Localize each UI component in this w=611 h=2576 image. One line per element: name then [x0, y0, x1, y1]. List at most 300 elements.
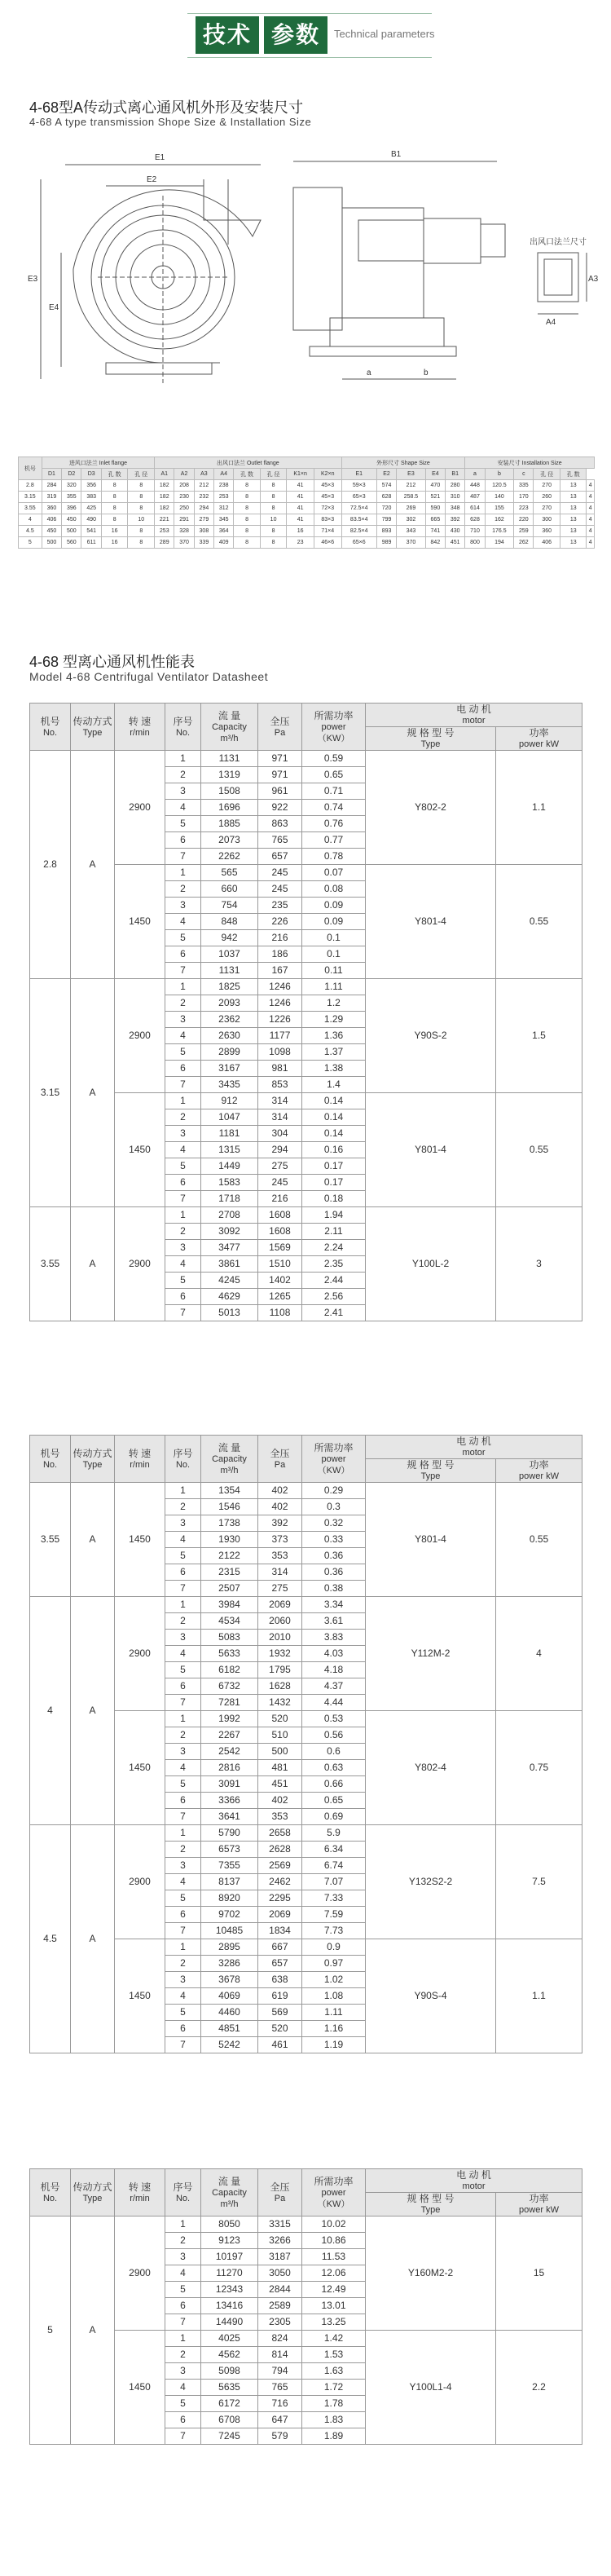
dim-table-cell: 2.8	[19, 480, 42, 492]
capacity-cell: 2895	[201, 1939, 258, 1956]
dim-label-e2: E2	[147, 175, 157, 184]
power-cell: 10.02	[302, 2217, 366, 2233]
dim-table-row	[19, 503, 595, 514]
machine-no-cell: 3.55	[30, 1483, 71, 1597]
head-pressure	[258, 704, 302, 751]
dim-table-cell: 356	[81, 480, 101, 492]
capacity-cell: 7281	[201, 1695, 258, 1711]
speed-cell: 1450	[115, 1711, 165, 1825]
head-speed-en: r/min	[130, 727, 150, 738]
head-motor-type-cn: 规 格 型 号	[407, 1459, 455, 1471]
dim-table-cell: 253	[214, 492, 234, 503]
power-cell: 0.66	[302, 1776, 366, 1793]
power-cell: 0.14	[302, 1109, 366, 1126]
seq-cell: 7	[165, 963, 201, 979]
seq-cell: 2	[165, 1727, 201, 1744]
pressure-cell: 314	[258, 1564, 302, 1581]
speed-cell: 2900	[115, 751, 165, 865]
head-power-unit: （KW）	[317, 2199, 350, 2209]
pressure-cell: 1432	[258, 1695, 302, 1711]
head-power-cn: 所需功率	[314, 1441, 354, 1453]
capacity-cell: 1696	[201, 800, 258, 816]
flange-note: 出风口法兰尺寸	[530, 238, 587, 247]
power-cell: 0.18	[302, 1191, 366, 1207]
seq-cell: 4	[165, 1532, 201, 1548]
speed-cell: 2900	[115, 1597, 165, 1711]
power-cell: 1.72	[302, 2380, 366, 2396]
power-cell: 1.19	[302, 2037, 366, 2053]
seq-cell: 5	[165, 930, 201, 946]
pressure-cell: 1177	[258, 1028, 302, 1044]
dim-subhead-cell: E4	[425, 469, 445, 480]
capacity-cell: 2630	[201, 1028, 258, 1044]
dim-subhead-cell: b	[485, 469, 514, 480]
power-cell: 0.71	[302, 783, 366, 800]
seq-cell: 3	[165, 1744, 201, 1760]
pressure-cell: 1246	[258, 995, 302, 1012]
performance-table	[29, 2168, 582, 2445]
pressure-cell: 765	[258, 2380, 302, 2396]
head-power	[302, 2169, 366, 2217]
power-cell: 0.33	[302, 1532, 366, 1548]
pressure-cell: 765	[258, 832, 302, 849]
power-cell: 0.14	[302, 1126, 366, 1142]
pressure-cell: 1402	[258, 1273, 302, 1289]
dim-table-cell: 799	[376, 514, 396, 526]
seq-cell: 5	[165, 1548, 201, 1564]
dim-table-cell: 842	[425, 537, 445, 549]
seq-cell: 4	[165, 1028, 201, 1044]
dim-table-cell: 10	[128, 514, 155, 526]
dim-table-cell: 176.5	[485, 526, 514, 537]
power-cell: 1.83	[302, 2412, 366, 2428]
motor-type-cell: Y801-4	[366, 1483, 496, 1597]
head-power-en: power	[321, 2187, 346, 2198]
dim-subhead-cell: K2×n	[314, 469, 341, 480]
head-motor-power-cn: 功率	[529, 1459, 549, 1471]
drive-type-cell: A	[71, 1483, 115, 1597]
pressure-cell: 226	[258, 914, 302, 930]
seq-cell: 3	[165, 2249, 201, 2265]
dim-subhead-cell: 孔 径	[128, 469, 155, 480]
capacity-cell: 4025	[201, 2331, 258, 2347]
perf-row	[30, 1825, 582, 1842]
pressure-cell: 2628	[258, 1842, 302, 1858]
dim-table-cell: 155	[485, 503, 514, 514]
seq-cell: 4	[165, 2380, 201, 2396]
pressure-cell: 353	[258, 1548, 302, 1564]
head-pressure-cn: 全压	[270, 715, 290, 727]
dim-label-a: a	[367, 368, 371, 377]
power-cell: 1.02	[302, 1972, 366, 1988]
pressure-cell: 1226	[258, 1012, 302, 1028]
motor-power-cell: 4	[496, 1597, 582, 1711]
head-speed-en: r/min	[130, 2193, 150, 2203]
power-cell: 4.37	[302, 1678, 366, 1695]
seq-cell: 4	[165, 1256, 201, 1273]
dim-table-cell: 300	[534, 514, 560, 526]
seq-cell: 7	[165, 1581, 201, 1597]
dim-table-cell: 83.5×4	[341, 514, 376, 526]
heading-perf-en: Model 4-68 Centrifugal Ventilator Datasheet	[29, 670, 269, 683]
power-cell: 0.56	[302, 1727, 366, 1744]
capacity-cell: 4629	[201, 1289, 258, 1305]
motor-power-cell: 7.5	[496, 1825, 582, 1939]
capacity-cell: 942	[201, 930, 258, 946]
power-cell: 1.11	[302, 2005, 366, 2021]
head-capacity-en: Capacity	[212, 1453, 247, 1464]
pressure-cell: 3315	[258, 2217, 302, 2233]
perf-row	[30, 979, 582, 995]
seq-cell: 1	[165, 979, 201, 995]
power-cell: 11.53	[302, 2249, 366, 2265]
pressure-cell: 216	[258, 1191, 302, 1207]
capacity-cell: 7355	[201, 1858, 258, 1874]
capacity-cell: 5098	[201, 2363, 258, 2380]
dim-table-cell: 8	[128, 492, 155, 503]
capacity-cell: 3861	[201, 1256, 258, 1273]
dim-head-shape: 外形尺寸 Shape Size	[341, 457, 465, 469]
dim-table-cell: 41	[287, 503, 314, 514]
dim-table-cell: 13	[560, 503, 586, 514]
seq-cell: 3	[165, 1630, 201, 1646]
head-capacity-en: Capacity	[212, 721, 247, 732]
motor-power-cell: 3	[496, 1207, 582, 1321]
dim-subhead-cell: K1×n	[287, 469, 314, 480]
perf-row	[30, 751, 582, 767]
pressure-cell: 1834	[258, 1923, 302, 1939]
pressure-cell: 500	[258, 1744, 302, 1760]
pressure-cell: 1569	[258, 1240, 302, 1256]
dim-table-cell: 4	[19, 514, 42, 526]
dim-table-cell: 3.55	[19, 503, 42, 514]
dim-table-cell: 4	[587, 503, 595, 514]
dim-table-cell: 294	[194, 503, 213, 514]
power-cell: 1.08	[302, 1988, 366, 2005]
head-machine-no-cn: 机号	[40, 1447, 60, 1459]
dim-table-cell: 8	[260, 537, 286, 549]
dim-label-e3: E3	[28, 275, 38, 284]
dim-subhead-cell: A1	[155, 469, 174, 480]
seq-cell: 2	[165, 1499, 201, 1515]
capacity-cell: 3678	[201, 1972, 258, 1988]
dim-table-cell: 260	[534, 492, 560, 503]
dim-table-cell: 800	[465, 537, 485, 549]
capacity-cell: 2262	[201, 849, 258, 865]
pressure-cell: 794	[258, 2363, 302, 2380]
motor-type-cell: Y90S-4	[366, 1939, 496, 2053]
pressure-cell: 510	[258, 1727, 302, 1744]
dim-table-cell: 258.5	[397, 492, 426, 503]
pressure-cell: 245	[258, 881, 302, 898]
dim-table-cell: 3.15	[19, 492, 42, 503]
head-capacity-en: Capacity	[212, 2187, 247, 2198]
capacity-cell: 11270	[201, 2265, 258, 2282]
seq-cell: 5	[165, 816, 201, 832]
dim-table-cell: 8	[101, 503, 128, 514]
seq-cell: 2	[165, 1956, 201, 1972]
power-cell: 1.11	[302, 979, 366, 995]
capacity-cell: 1825	[201, 979, 258, 995]
seq-cell: 7	[165, 849, 201, 865]
head-speed	[115, 1436, 165, 1483]
head-seq	[165, 2169, 201, 2217]
power-cell: 1.89	[302, 2428, 366, 2445]
pressure-cell: 245	[258, 865, 302, 881]
dim-subhead-cell: D2	[62, 469, 81, 480]
dim-table-cell: 8	[260, 492, 286, 503]
heading-install-en: 4-68 A type transmission Shope Size & Installation Size	[29, 116, 312, 128]
dim-table-cell: 253	[155, 526, 174, 537]
head-capacity-unit: m³/h	[220, 733, 239, 743]
seq-cell: 1	[165, 1711, 201, 1727]
dim-table-cell: 279	[194, 514, 213, 526]
dim-table-cell: 383	[81, 492, 101, 503]
dim-table-cell: 65×3	[341, 492, 376, 503]
motor-type-cell: Y802-4	[366, 1711, 496, 1825]
dim-table-cell: 328	[174, 526, 194, 537]
dim-table-cell: 41	[287, 492, 314, 503]
dim-table-cell: 46×6	[314, 537, 341, 549]
pressure-cell: 647	[258, 2412, 302, 2428]
dim-table-cell: 490	[81, 514, 101, 526]
speed-cell: 1450	[115, 1093, 165, 1207]
head-seq-cn: 序号	[173, 2181, 193, 2193]
head-power-unit: （KW）	[317, 733, 350, 743]
dim-table-cell: 4.5	[19, 526, 42, 537]
capacity-cell: 4534	[201, 1613, 258, 1630]
head-motor-power	[496, 2193, 582, 2217]
banner-subtitle: Technical parameters	[334, 28, 435, 40]
capacity-cell: 4245	[201, 1273, 258, 1289]
dim-table-cell: 8	[128, 537, 155, 549]
pressure-cell: 186	[258, 946, 302, 963]
seq-cell: 6	[165, 1793, 201, 1809]
seq-cell: 6	[165, 832, 201, 849]
head-machine-no-en: No.	[42, 727, 58, 738]
power-cell: 0.29	[302, 1483, 366, 1499]
pressure-cell: 579	[258, 2428, 302, 2445]
head-drive-type	[71, 1436, 115, 1483]
capacity-cell: 3435	[201, 1077, 258, 1093]
dim-table-cell: 41	[287, 514, 314, 526]
pressure-cell: 216	[258, 930, 302, 946]
seq-cell: 4	[165, 1760, 201, 1776]
dim-table-cell: 8	[128, 526, 155, 537]
dim-table-cell: 280	[446, 480, 465, 492]
head-capacity-cn: 流 量	[218, 709, 241, 721]
heading-perf-cn: 4-68 型离心通风机性能表	[29, 654, 196, 670]
motor-type-cell: Y100L-2	[366, 1207, 496, 1321]
dim-table-cell: 16	[287, 526, 314, 537]
dim-subhead-cell: 孔 数	[234, 469, 260, 480]
power-cell: 0.97	[302, 1956, 366, 1972]
head-drive-type-en: Type	[82, 727, 103, 738]
head-drive-type	[71, 704, 115, 751]
head-power-en: power	[321, 721, 346, 732]
power-cell: 0.09	[302, 914, 366, 930]
capacity-cell: 12343	[201, 2282, 258, 2298]
dim-subhead-cell: A4	[214, 469, 234, 480]
pressure-cell: 3050	[258, 2265, 302, 2282]
banner-title-2: 参数	[264, 16, 327, 54]
dim-table-cell: 343	[397, 526, 426, 537]
seq-cell: 3	[165, 783, 201, 800]
perf-row	[30, 1483, 582, 1499]
seq-cell: 5	[165, 1044, 201, 1061]
power-cell: 1.16	[302, 2021, 366, 2037]
head-pressure-en: Pa	[274, 727, 286, 738]
capacity-cell: 3091	[201, 1776, 258, 1793]
motor-type-cell: Y160M2-2	[366, 2217, 496, 2331]
dim-table-cell: 8	[260, 480, 286, 492]
capacity-cell: 5790	[201, 1825, 258, 1842]
dim-table-cell: 574	[376, 480, 396, 492]
dim-table-cell: 8	[234, 492, 260, 503]
seq-cell: 3	[165, 1972, 201, 1988]
dim-table-cell: 140	[485, 492, 514, 503]
power-cell: 6.74	[302, 1858, 366, 1874]
power-cell: 0.6	[302, 1744, 366, 1760]
dim-table-cell: 8	[128, 503, 155, 514]
pressure-cell: 619	[258, 1988, 302, 2005]
dim-table-cell: 262	[514, 537, 534, 549]
seq-cell: 3	[165, 898, 201, 914]
dim-table-cell: 710	[465, 526, 485, 537]
head-motor-type-cn: 规 格 型 号	[407, 2193, 455, 2204]
speed-cell: 2900	[115, 1825, 165, 1939]
pressure-cell: 2295	[258, 1890, 302, 1907]
power-cell: 0.76	[302, 816, 366, 832]
pressure-cell: 814	[258, 2347, 302, 2363]
motor-power-cell: 0.55	[496, 1483, 582, 1597]
dim-table-cell: 270	[534, 480, 560, 492]
head-motor-type	[366, 1459, 496, 1483]
dim-label-b1: B1	[391, 150, 402, 159]
capacity-cell: 660	[201, 881, 258, 898]
dim-table-cell: 291	[174, 514, 194, 526]
motor-type-cell: Y90S-2	[366, 979, 496, 1093]
power-cell: 1.38	[302, 1061, 366, 1077]
power-cell: 7.73	[302, 1923, 366, 1939]
power-cell: 0.14	[302, 1093, 366, 1109]
capacity-cell: 1930	[201, 1532, 258, 1548]
pressure-cell: 1608	[258, 1207, 302, 1224]
pressure-cell: 2589	[258, 2298, 302, 2314]
pressure-cell: 3266	[258, 2233, 302, 2249]
head-motor-type	[366, 727, 496, 751]
dim-table-cell: 289	[155, 537, 174, 549]
head-motor-power-cn: 功率	[529, 727, 549, 739]
power-cell: 0.1	[302, 930, 366, 946]
pressure-cell: 716	[258, 2396, 302, 2412]
head-drive-type	[71, 2169, 115, 2217]
dim-table-cell: 360	[42, 503, 61, 514]
power-cell: 0.63	[302, 1760, 366, 1776]
power-cell: 0.65	[302, 767, 366, 783]
capacity-cell: 4069	[201, 1988, 258, 2005]
capacity-cell: 6573	[201, 1842, 258, 1858]
seq-cell: 2	[165, 881, 201, 898]
capacity-cell: 9123	[201, 2233, 258, 2249]
dim-table-cell: 448	[465, 480, 485, 492]
drive-type-cell: A	[71, 979, 115, 1207]
head-motor-cn: 电 动 机	[456, 2169, 491, 2181]
dim-table-cell: 8	[101, 514, 128, 526]
head-motor	[366, 2169, 582, 2193]
dim-table-cell: 59×3	[341, 480, 376, 492]
capacity-cell: 10485	[201, 1923, 258, 1939]
dim-table-cell: 4	[587, 480, 595, 492]
dim-table-cell: 182	[155, 492, 174, 503]
capacity-cell: 3167	[201, 1061, 258, 1077]
head-power-en: power	[321, 1453, 346, 1464]
pressure-cell: 2658	[258, 1825, 302, 1842]
capacity-cell: 2362	[201, 1012, 258, 1028]
perf-head-row	[30, 1436, 582, 1459]
capacity-cell: 2122	[201, 1548, 258, 1564]
dim-subhead-cell: A3	[194, 469, 213, 480]
power-cell: 2.41	[302, 1305, 366, 1321]
banner	[196, 11, 435, 60]
head-pressure	[258, 1436, 302, 1483]
dim-table-cell: 8	[101, 480, 128, 492]
dim-table-cell: 194	[485, 537, 514, 549]
pressure-cell: 1932	[258, 1646, 302, 1662]
head-motor-power	[496, 727, 582, 751]
seq-cell: 3	[165, 1126, 201, 1142]
capacity-cell: 1131	[201, 751, 258, 767]
dim-table-row	[19, 480, 595, 492]
dim-table-cell: 269	[397, 503, 426, 514]
pressure-cell: 2462	[258, 1874, 302, 1890]
pressure-cell: 667	[258, 1939, 302, 1956]
seq-cell: 2	[165, 1109, 201, 1126]
dim-label-b: b	[424, 368, 429, 377]
dim-table-cell: 83×3	[314, 514, 341, 526]
seq-cell: 3	[165, 2363, 201, 2380]
head-speed-cn: 转 速	[128, 1447, 152, 1459]
heading-install-cn: 4-68型A传动式离心通风机外形及安装尺寸	[29, 99, 304, 116]
pressure-cell: 853	[258, 1077, 302, 1093]
power-cell: 0.17	[302, 1158, 366, 1175]
speed-cell: 2900	[115, 979, 165, 1093]
seq-cell: 7	[165, 1695, 201, 1711]
power-cell: 6.34	[302, 1842, 366, 1858]
seq-cell: 2	[165, 2233, 201, 2249]
dim-subhead-cell: 孔 径	[534, 469, 560, 480]
dim-table-cell: 250	[174, 503, 194, 514]
dim-table-cell: 8	[234, 514, 260, 526]
seq-cell: 5	[165, 2005, 201, 2021]
head-motor-en: motor	[462, 716, 486, 726]
seq-cell: 3	[165, 1858, 201, 1874]
dim-table-cell: 4	[587, 537, 595, 549]
head-motor	[366, 1436, 582, 1459]
capacity-cell: 5083	[201, 1630, 258, 1646]
seq-cell: 2	[165, 1613, 201, 1630]
dim-table-cell: 4	[587, 492, 595, 503]
pressure-cell: 481	[258, 1760, 302, 1776]
performance-table	[29, 703, 582, 1321]
dim-table-cell: 406	[534, 537, 560, 549]
capacity-cell: 1546	[201, 1499, 258, 1515]
head-seq-en: No.	[175, 1459, 191, 1470]
seq-cell: 6	[165, 2021, 201, 2037]
capacity-cell: 848	[201, 914, 258, 930]
pressure-cell: 2069	[258, 1907, 302, 1923]
head-speed-en: r/min	[130, 1459, 150, 1470]
